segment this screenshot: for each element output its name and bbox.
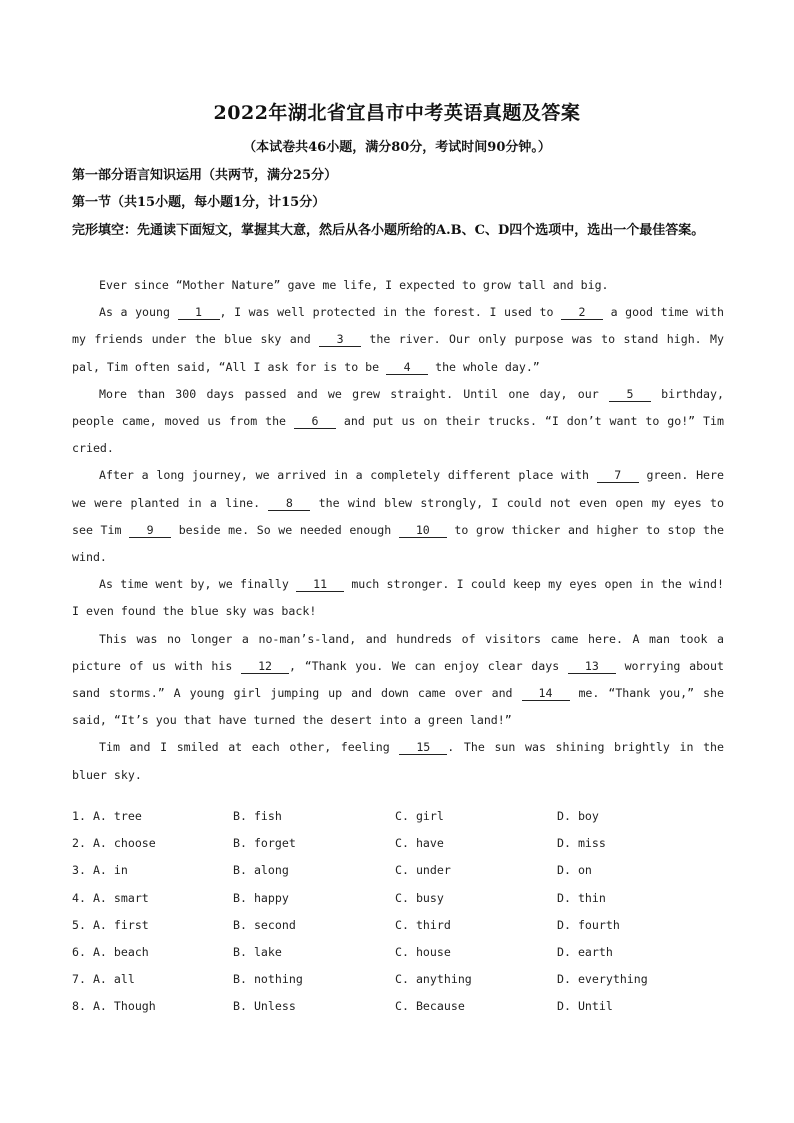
option-d: D. earth (557, 944, 613, 959)
option-b: B. lake (233, 944, 282, 959)
blank-3: 3 (319, 333, 361, 347)
option-b: B. fish (233, 809, 282, 823)
option-c: C. girl (395, 809, 444, 823)
blank-6: 6 (294, 415, 336, 429)
option-row (72, 966, 732, 993)
option-d: D. on (557, 863, 592, 878)
blank-15: 15 (399, 741, 447, 755)
option-c: C. have (395, 836, 444, 851)
paragraph-3: More than 300 days passed and we grew straight. Until one day, our 5 birthday, people came, moved us from the 6 and put us on their trucks. “I don’t want to go!” Tim cried. (72, 386, 724, 456)
option-row (72, 830, 732, 857)
option-c: C. house (395, 944, 451, 959)
option-row (72, 912, 732, 939)
section-heading: 第一节（共15小题，每小题1分，计15分） (72, 195, 326, 210)
blank-12: 12 (241, 660, 289, 674)
option-c: C. third (395, 917, 451, 932)
option-c: C. busy (395, 890, 444, 905)
option-row (72, 857, 732, 884)
option-row (72, 993, 732, 1020)
paragraph-4: After a long journey, we arrived in a completely different place with 7 green. Here we were planted in a line. 8 the wind blew strongly, I could not even open my eyes to see Tim 9 beside me. So we needed enough 10 to grow thicker and higher to stop the wind. (72, 468, 724, 565)
instruction-text: 完形填空：先通读下面短文，掌握其大意，然后从各小题所给的A.B、C、D四个选项中，选出一个最佳答案。 (72, 223, 705, 238)
blank-9: 9 (129, 524, 171, 538)
option-c: C. anything (395, 972, 472, 987)
option-c: C. Because (395, 999, 465, 1014)
option-a: 5. A. first (72, 917, 149, 932)
paragraph-1: Ever since “Mother Nature” gave me life, I expected to grow tall and big. (99, 278, 609, 292)
option-d: D. thin (557, 890, 606, 905)
blank-10: 10 (399, 524, 447, 538)
blank-8: 8 (268, 497, 310, 511)
paragraph-2: As a young 1 , I was well protected in the forest. I used to 2 a good time with my friends under the blue sky and 3 the river. Our only purpose was to stand high. My pal, Tim often said, “All I ask for is to be 4 the whole day.” (72, 305, 724, 374)
answer-options (72, 803, 732, 1021)
option-d: D. fourth (557, 917, 620, 932)
option-a: 8. A. Though (72, 999, 156, 1014)
option-d: D. everything (557, 972, 648, 987)
option-b: B. forget (233, 836, 296, 851)
option-b: B. nothing (233, 972, 303, 987)
page-title: 2022年湖北省宜昌市中考英语真题及答案 (213, 102, 581, 124)
option-a: 7. A. all (72, 972, 135, 987)
option-a: 4. A. smart (72, 890, 149, 905)
option-row (72, 939, 732, 966)
blank-13: 13 (568, 660, 616, 674)
option-d: D. Until (557, 999, 613, 1014)
option-b: B. second (233, 917, 296, 932)
blank-2: 2 (561, 306, 603, 320)
option-row (72, 803, 732, 830)
cloze-passage (72, 272, 724, 789)
option-a: 3. A. in (72, 863, 128, 878)
option-d: D. boy (557, 809, 599, 823)
option-a: 2. A. choose (72, 836, 156, 851)
blank-11: 11 (296, 578, 344, 592)
option-b: B. along (233, 863, 289, 878)
option-a: 1. A. tree (72, 809, 142, 823)
option-d: D. miss (557, 836, 606, 851)
option-b: B. happy (233, 890, 289, 905)
option-a: 6. A. beach (72, 944, 149, 959)
option-c: C. under (395, 863, 451, 878)
paragraph-7: Tim and I smiled at each other, feeling 15 . The sun was shining brightly in the bluer sky. (72, 740, 725, 782)
blank-5: 5 (609, 388, 651, 402)
part-heading: 第一部分语言知识运用（共两节，满分25分） (72, 168, 338, 183)
blank-4: 4 (386, 361, 428, 375)
paragraph-5: As time went by, we finally 11 much stronger. I could keep my eyes open in the wind! I even found the blue sky was back! (72, 577, 724, 619)
exam-info: （本试卷共46小题，满分80分，考试时间90分钟。） (243, 140, 551, 155)
blank-7: 7 (597, 469, 639, 483)
option-b: B. Unless (233, 999, 296, 1014)
option-row (72, 885, 732, 912)
blank-1: 1 (178, 306, 220, 320)
blank-14: 14 (522, 687, 570, 701)
paragraph-6: This was no longer a no-man’s-land, and hundreds of visitors came here. A man took a picture of us with his 12 , “Thank you. We can enjoy clear days 13 worrying about sand storms.” A young girl jumping up and down came over and 14 me. “Thank you,” she said, “It’s you that have turned the desert into a green land!” (72, 631, 724, 728)
